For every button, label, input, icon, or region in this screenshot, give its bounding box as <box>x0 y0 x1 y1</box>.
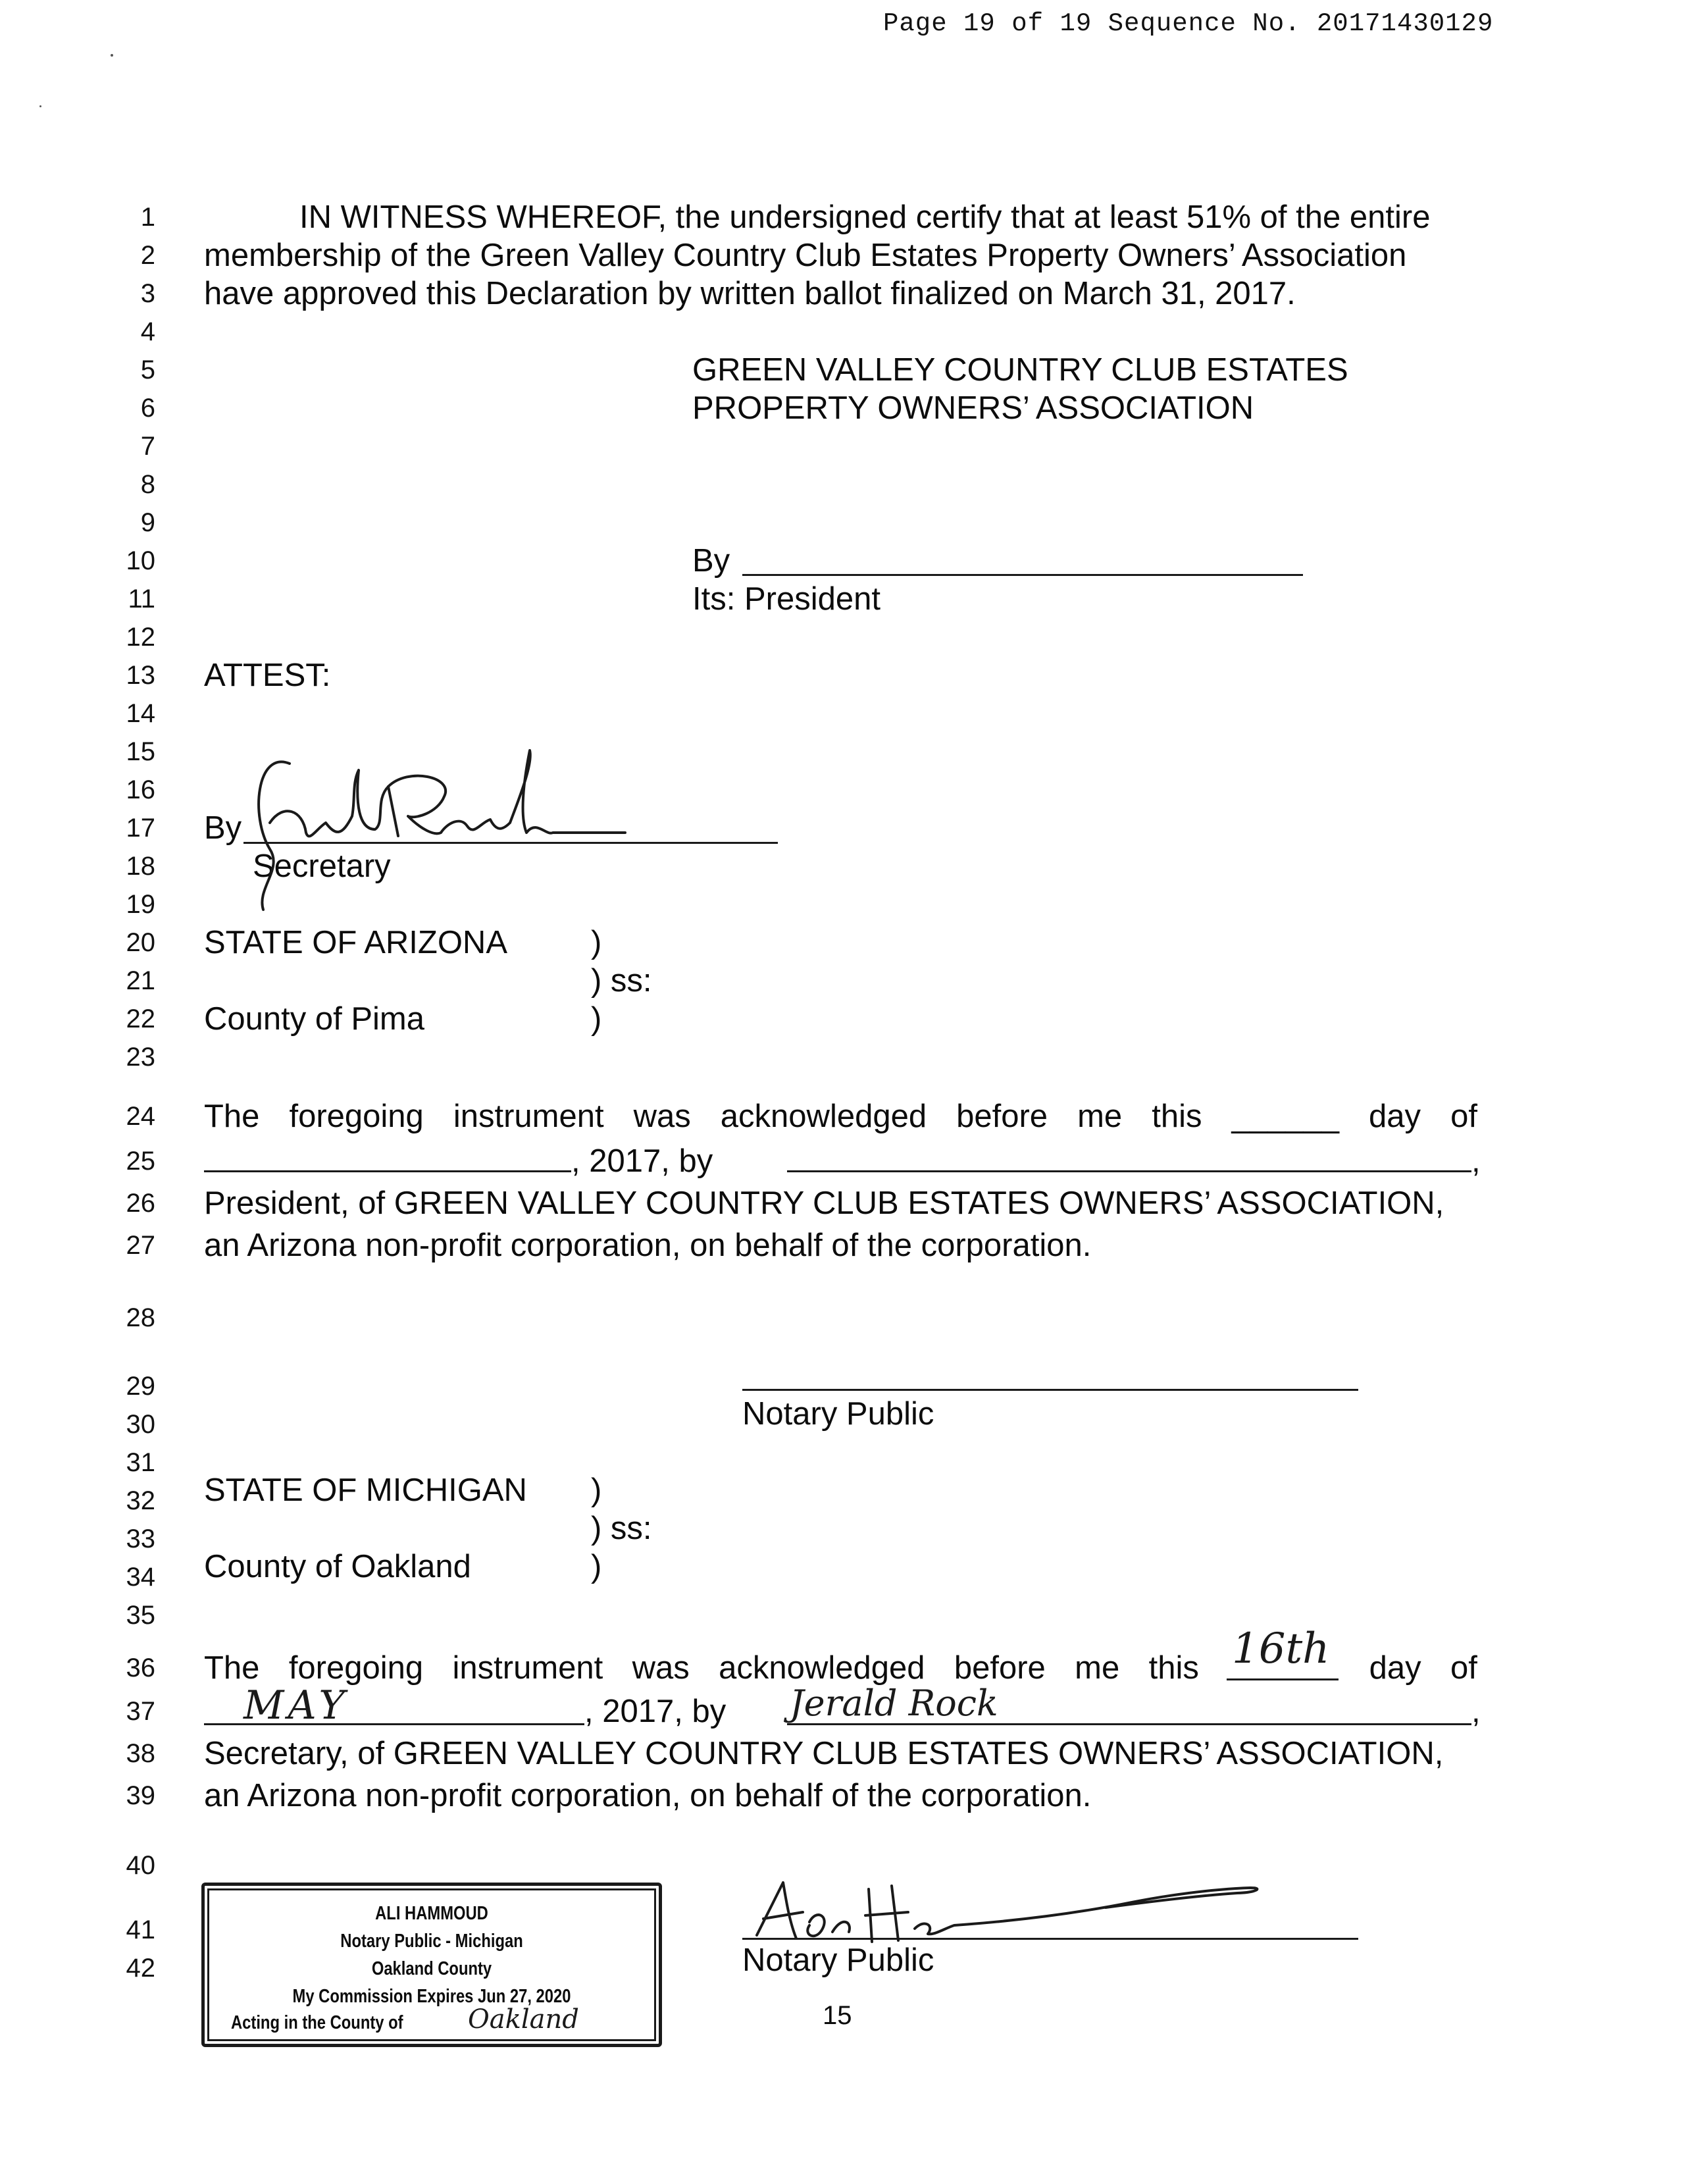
ack-word: before <box>956 1099 1048 1134</box>
stamp-county: Oakland County <box>371 1958 492 1979</box>
line-number: 4 <box>140 317 155 346</box>
line-number: 32 <box>126 1486 155 1515</box>
ack-word: me <box>1077 1099 1123 1134</box>
scan-speck <box>111 54 113 57</box>
stamp-name: ALI HAMMOUD <box>375 1903 488 1924</box>
michigan-county-label: County of Oakland <box>204 1549 471 1584</box>
line-number: 34 <box>126 1563 155 1592</box>
arizona-name-blank <box>787 1170 1471 1172</box>
line-number: 35 <box>126 1601 155 1630</box>
arizona-county-label: County of Pima <box>204 1001 424 1037</box>
michigan-ack-line-4: an Arizona non-profit corporation, on behalf of the corporation. <box>204 1778 1092 1813</box>
president-by-label: By <box>692 543 730 579</box>
line-number: 37 <box>126 1697 155 1726</box>
line-number: 6 <box>140 394 155 423</box>
attest-label: ATTEST: <box>204 658 331 693</box>
line-number: 20 <box>126 928 155 957</box>
line-number: 17 <box>126 814 155 843</box>
line-number: 16 <box>126 775 155 804</box>
line-number: 41 <box>126 1915 155 1944</box>
line-number: 12 <box>126 623 155 652</box>
michigan-ss: ) ss: <box>591 1511 652 1546</box>
line-number: 25 <box>126 1147 155 1176</box>
michigan-comma: , <box>1471 1694 1481 1729</box>
secretary-by-label: By <box>204 810 242 846</box>
secretary-title: Secretary <box>253 848 391 884</box>
arizona-notary-signature-line <box>742 1389 1358 1391</box>
stamp-commission-state: Notary Public - Michigan <box>340 1931 523 1952</box>
arizona-ack-line-3: President, of GREEN VALLEY COUNTRY CLUB ESTATES OWNERS’ ASSOCIATION, <box>204 1185 1444 1221</box>
line-number: 38 <box>126 1739 155 1768</box>
ack-word: The <box>204 1099 260 1134</box>
ack-word: acknowledged <box>719 1650 925 1686</box>
ack-word: before <box>954 1650 1046 1686</box>
ack-word: this <box>1152 1099 1202 1134</box>
stamp-acting-county: Acting in the County of <box>231 2012 403 2033</box>
line-number: 22 <box>126 1004 155 1033</box>
ack-word: acknowledged <box>720 1099 927 1134</box>
arizona-ss: ) ss: <box>591 963 652 999</box>
line-number: 1 <box>140 203 155 232</box>
line-number: 24 <box>126 1102 155 1131</box>
ack-word: was <box>632 1650 690 1686</box>
michigan-notary-signature <box>737 1863 1329 1955</box>
line-number: 19 <box>126 890 155 919</box>
arizona-paren-3: ) <box>591 1001 602 1037</box>
ack-word: was <box>633 1099 691 1134</box>
michigan-ack-line-3: Secretary, of GREEN VALLEY COUNTRY CLUB ESTATES OWNERS’ ASSOCIATION, <box>204 1736 1444 1771</box>
president-title: Its: President <box>692 581 880 617</box>
ack-word: foregoing <box>288 1650 424 1686</box>
ack-word: ______ <box>1231 1099 1340 1134</box>
michigan-notary-signature-line <box>742 1938 1358 1940</box>
ack-word: of <box>1450 1650 1477 1686</box>
ack-word: foregoing <box>289 1099 424 1134</box>
ack-word: day <box>1369 1650 1421 1686</box>
arizona-date-blank <box>204 1170 571 1172</box>
line-number: 13 <box>126 661 155 690</box>
michigan-ack-year: , 2017, by <box>584 1694 727 1729</box>
ack-word: The <box>204 1650 260 1686</box>
ack-word: of <box>1450 1099 1477 1134</box>
line-number: 42 <box>126 1954 155 1983</box>
ack-word: this <box>1148 1650 1199 1686</box>
michigan-paren-1: ) <box>591 1472 602 1508</box>
line-number: 7 <box>140 432 155 461</box>
michigan-month-handwritten: MAY <box>243 1682 349 1729</box>
michigan-state-label: STATE OF MICHIGAN <box>204 1472 527 1508</box>
michigan-notary-label: Notary Public <box>742 1942 934 1978</box>
ack-word: instrument <box>453 1099 604 1134</box>
association-name-line-1: GREEN VALLEY COUNTRY CLUB ESTATES <box>692 352 1348 388</box>
ack-word: instrument <box>452 1650 603 1686</box>
arizona-ack-year: , 2017, by <box>571 1143 713 1179</box>
michigan-day-handwritten: 16th <box>1232 1625 1330 1673</box>
line-number: 33 <box>126 1524 155 1553</box>
line-number: 29 <box>126 1372 155 1401</box>
line-number: 11 <box>128 585 155 613</box>
secretary-signature <box>243 737 638 915</box>
witness-line-1: IN WITNESS WHEREOF, the undersigned certify that at least 51% of the entire <box>299 199 1431 235</box>
arizona-comma: , <box>1471 1143 1481 1179</box>
stamp-expiration: My Commission Expires Jun 27, 2020 <box>292 1986 571 2007</box>
line-number: 27 <box>126 1231 155 1260</box>
line-number: 18 <box>126 852 155 881</box>
ack-word: day <box>1369 1099 1421 1134</box>
michigan-paren-3: ) <box>591 1549 602 1584</box>
arizona-paren-1: ) <box>591 925 602 960</box>
arizona-ack-line-1 <box>204 1098 1477 1135</box>
line-number: 9 <box>140 508 155 537</box>
stamp-county-handwritten: Oakland <box>468 2004 579 2035</box>
ack-word: me <box>1075 1650 1120 1686</box>
witness-line-2: membership of the Green Valley Country Club Estates Property Owners’ Association <box>204 238 1407 273</box>
line-number: 8 <box>140 470 155 499</box>
scan-speck <box>39 105 41 107</box>
line-number: 36 <box>126 1653 155 1682</box>
line-number: 40 <box>126 1851 155 1880</box>
line-number: 30 <box>126 1410 155 1439</box>
arizona-state-label: STATE OF ARIZONA <box>204 925 508 960</box>
line-number: 26 <box>126 1189 155 1218</box>
page-number: 15 <box>823 2001 852 2030</box>
line-number: 14 <box>126 699 155 728</box>
line-number: 3 <box>140 279 155 308</box>
line-number: 15 <box>126 737 155 766</box>
president-signature-line <box>742 574 1303 576</box>
witness-line-3: have approved this Declaration by written ballot finalized on March 31, 2017. <box>204 276 1296 311</box>
line-number: 23 <box>126 1043 155 1072</box>
line-number: 39 <box>126 1781 155 1810</box>
association-name-line-2: PROPERTY OWNERS’ ASSOCIATION <box>692 390 1254 426</box>
line-number: 21 <box>126 966 155 995</box>
notary-stamp <box>201 1883 662 2047</box>
arizona-ack-line-4: an Arizona non-profit corporation, on behalf of the corporation. <box>204 1228 1092 1263</box>
line-number: 2 <box>140 241 155 270</box>
line-number: 10 <box>126 546 155 575</box>
arizona-notary-label: Notary Public <box>742 1396 934 1432</box>
line-number: 28 <box>126 1303 155 1332</box>
line-number: 31 <box>126 1448 155 1477</box>
michigan-day-blank <box>1227 1678 1339 1680</box>
line-number: 5 <box>140 355 155 384</box>
page-header: Page 19 of 19 Sequence No. 20171430129 <box>883 9 1494 38</box>
michigan-name-handwritten: Jerald Rock <box>790 1682 998 1724</box>
